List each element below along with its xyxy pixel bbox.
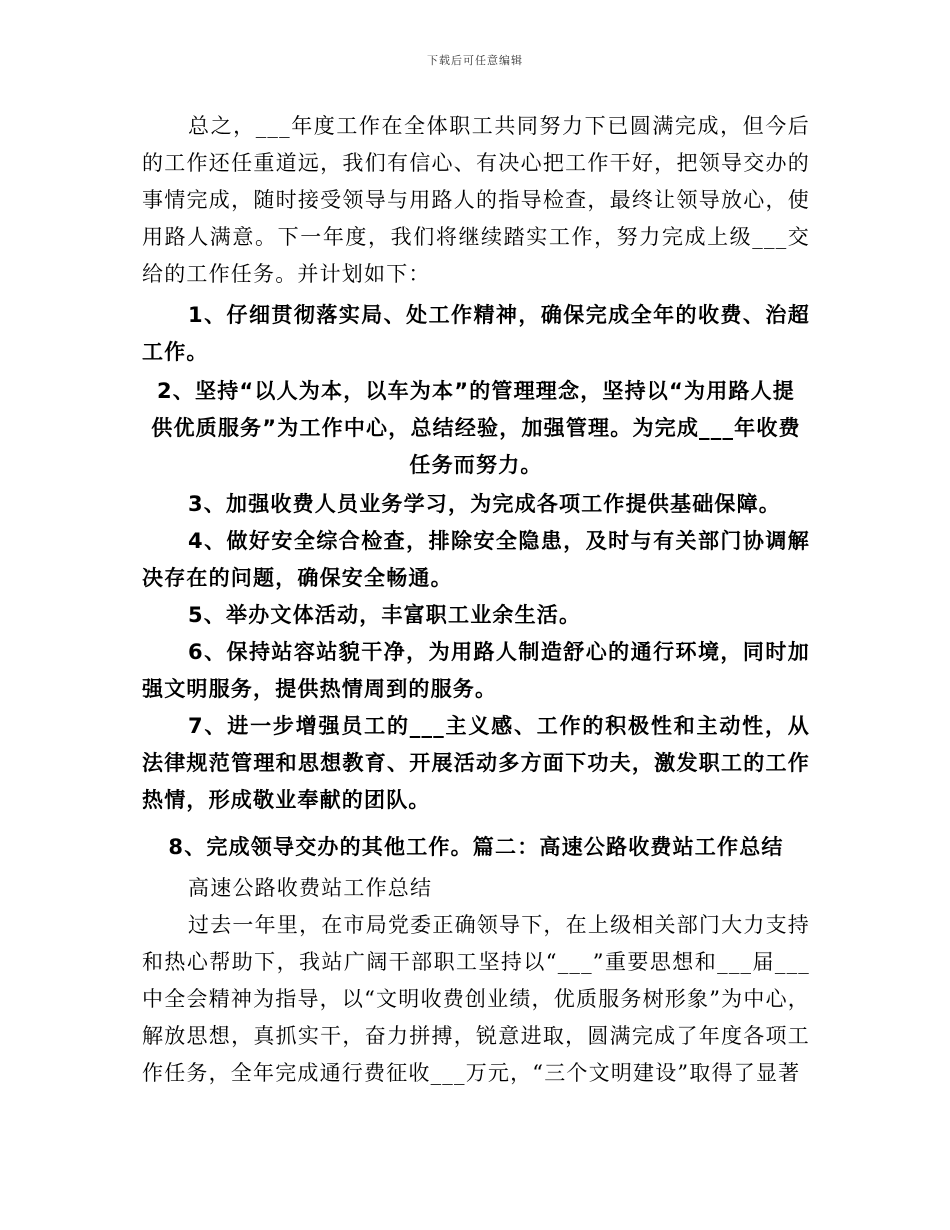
section-title: 高速公路收费站工作总结 <box>188 876 433 900</box>
plan-item-8-with-title: 8、完成领导交办的其他工作。篇二：高速公路收费站工作总结 <box>168 835 784 859</box>
section-body-paragraph: 过去一年里，在市局党委正确领导下，在上级相关部门大力支持和热心帮助下，我站广阔干部职工坚持以“___”重要思想和___届___中全会精神为指导，以“文明收费创业绩，优质服务树形象”为中心，解放思想，真抓实干，奋力拼搏，锐意进取，圆满完成了年度各项工作任务，全年完成通行费征收___万元，“三个文明建设”取得了显著 <box>142 913 810 1085</box>
plan-item-1: 1、仔细贯彻落实局、处工作精神，确保完成全年的收费、治超工作。 <box>142 303 810 364</box>
page-header: 下载后可任意编辑 <box>427 54 523 67</box>
plan-item-5: 5、举办文体活动，丰富职工业余生活。 <box>188 603 582 627</box>
plan-item-7: 7、进一步增强员工的___主义感、工作的积极性和主动性，从法律规范管理和思想教育、开展活动多方面下功夫，激发职工的工作热情，形成敬业奉献的团队。 <box>142 714 810 812</box>
document-body <box>142 108 810 1092</box>
plan-item-6: 6、保持站容站貌干净，为用路人制造舒心的通行环境，同时加强文明服务，提供热情周到的服务。 <box>142 640 810 701</box>
summary-paragraph: 总之，___年度工作在全体职工共同努力下已圆满完成，但今后的工作还任重道远，我们有信心、有决心把工作干好，把领导交办的事情完成，随时接受领导与用路人的指导检查，最终让领导放心，使用路人满意。下一年度，我们将继续踏实工作，努力完成上级___交给的工作任务。并计划如下： <box>142 114 810 286</box>
plan-item-2: 2、坚持“以人为本，以车为本”的管理理念，坚持以“为用路人提供优质服务”为工作中心，总结经验，加强管理。为完成___年收费任务而努力。 <box>151 379 801 477</box>
plan-item-3: 3、加强收费人员业务学习，为完成各项工作提供基础保障。 <box>188 492 782 516</box>
plan-item-4: 4、做好安全综合检查，排除安全隐患，及时与有关部门协调解决存在的问题，确保安全畅通。 <box>142 529 810 590</box>
